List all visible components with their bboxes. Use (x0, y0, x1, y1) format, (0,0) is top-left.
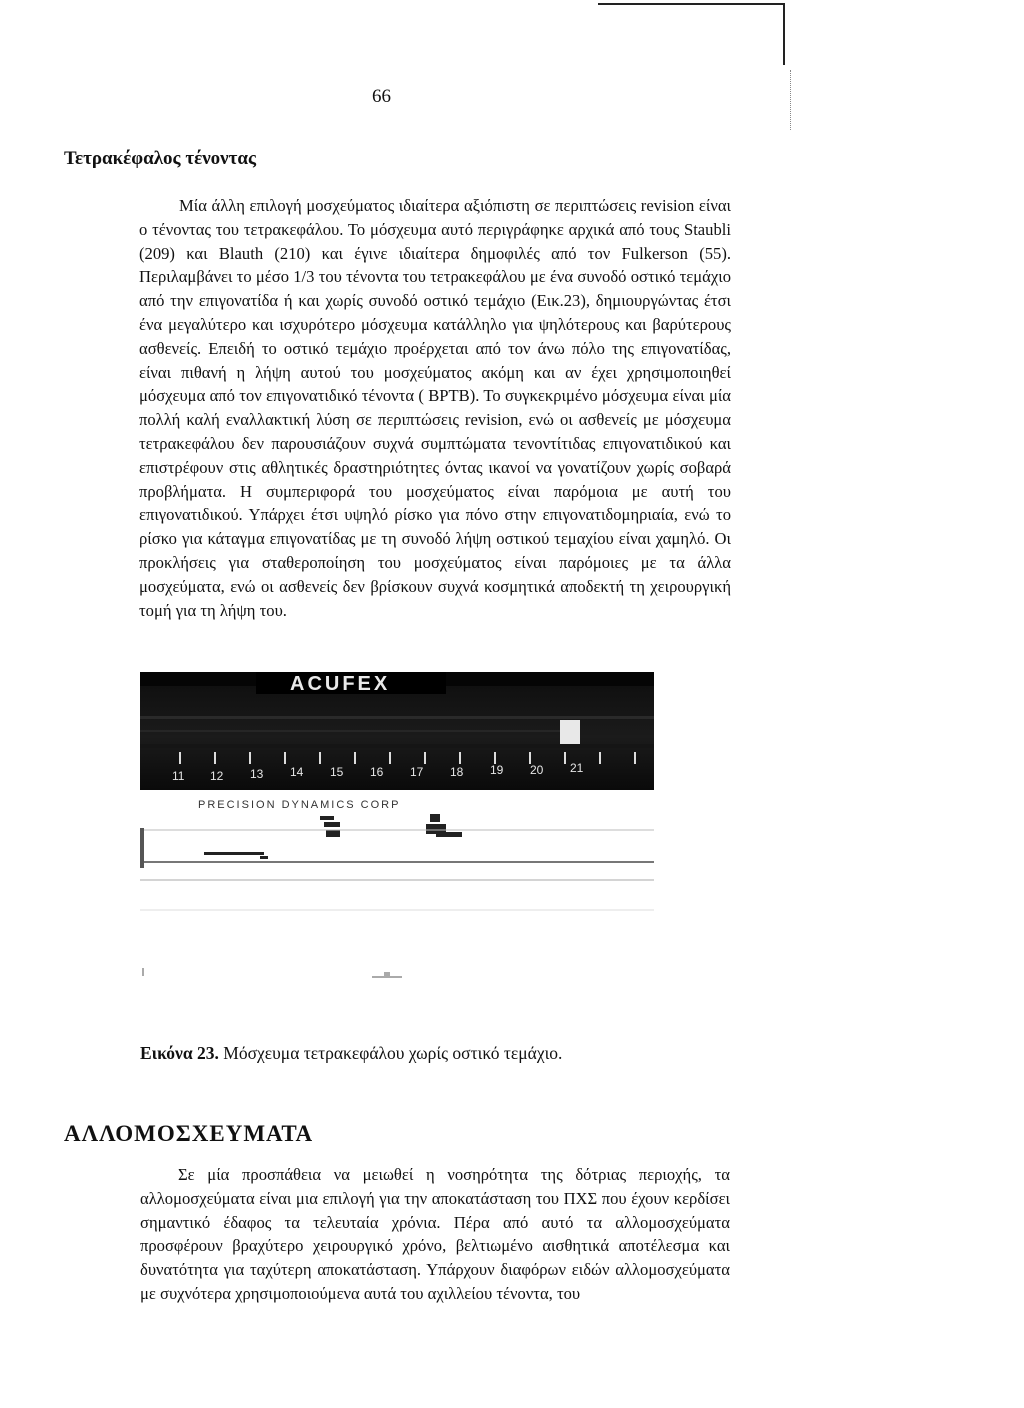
ruler-number: 18 (450, 765, 464, 779)
body-paragraph-text: Μία άλλη επιλογή μοσχεύματος ιδιαίτερα αξιόπιστη σε περιπτώσεις revision είναι ο τένοντας του τετρακεφάλου. Το μόσχευμα αυτό περιγράφηκε αρχικά από τους Staubli (209) και Blauth (210) και έγινε ιδιαίτερα δημοφιλές από τον Fulkerson (55). Περιλαμβάνει το μέσο 1/3 του τένοντα του τετρακεφάλου με ένα συνοδό οστικό τεμάχιο από την επιγονατίδα ή και χωρίς συνοδό οστικό τεμάχιο (Εικ.23), δημιουργώντας έτσι ένα μεγαλύτερο και ισχυρότερο μόσχευμα κατάλληλο για ψηλότερους και βαρύτερους ασθενείς. Επειδή το οστικό τεμάχιο προέρχεται από τον άνω πόλο της επιγονατίδας, είναι πιθανή η λήψη αυτού του μοσχεύματος ακόμη και αν έχει χρησιμοποιηθεί μόσχευμα από τον επιγονατιδικό τένοντα ( BPTB). Το συγκεκριμένο μόσχευμα είναι μία πολλή καλή εναλλακτική λύση σε περιπτώσεις revision, ενώ οι ασθενείς με μόσχευμα τετρακεφάλου δεν παρουσιάζουν συχνά συμπτώματα τενοντίτιδας επιγονατιδικού και επιστρέφουν στις αθλητικές δραστηριότητες όντας ικανοί να γονατίζουν χωρίς σοβαρά προβλήματα. Η συμπεριφορά του μοσχεύματος είναι παρόμοια με αυτή του επιγονατιδικού. Υπάρχει έτσι υψηλό ρίσκο για πόνο στην επιγονατιδομηριαία, ενώ το ρίσκο για κάταγμα επιγονατίδας με τη συνοδό λήψη οστικού τεμαχίου είναι χαμηλό. Οι προκλήσεις για σταθεροποίηση του μοσχεύματος είναι παρόμοιες με τα άλλα μοσχεύματα, ενώ οι ασθενείς δεν βρίσκουν συχνά κοσμητικά αποδεκτή τη χειρουργική τομή για τη λήψη του. (139, 196, 731, 620)
ruler-number: 19 (490, 763, 504, 777)
ruler-number: 14 (290, 765, 304, 779)
page-number: 66 (372, 86, 391, 107)
body-paragraph (139, 194, 731, 622)
caption-label: Εικόνα 23. (140, 1043, 219, 1063)
ruler-number: 12 (210, 769, 224, 783)
ruler-number: 16 (370, 765, 384, 779)
ruler-brand: ACUFEX (290, 673, 391, 695)
figure-caption (140, 1043, 562, 1064)
ruler-number: 21 (570, 761, 584, 775)
body-paragraph-2: Σε μία προσπάθεια να μειωθεί η νοσηρότητα της δότριας περιοχής, τα αλλομοσχεύματα είναι μια επιλογή για την αποκατάσταση του ΠΧΣ που έχουν κερδίσει σημαντικό έδαφος τα τελευταία χρόνια. Πέρα από αυτό τα αλλομοσχεύματα προσφέρουν βραχύτερο χειρουργικό χρόνο, βελτιωμένο αισθητικά αποτέλεσμα και δυνατότητα για ταχύτερη αποκατάσταση. Υπάρχουν διαφόρων ειδών αλλομοσχεύματα με συχνότερα χρησιμοποιούμενα αυτά του αχιλλείου τένοντα, του (140, 1165, 730, 1303)
section-heading: ΑΛΛΟΜΟΣΧΕΥΜΑΤΑ (64, 1121, 314, 1146)
ruler-number: 20 (530, 763, 544, 777)
section-title: Τετρακέφαλος τένοντας (64, 148, 257, 169)
scan-artifact (790, 70, 793, 130)
ruler-number: 11 (172, 769, 185, 783)
figure-photo (140, 672, 654, 1018)
ruler-number: 13 (250, 767, 264, 781)
ruler-maker: PRECISION DYNAMICS CORP (198, 799, 401, 811)
ruler-number: 17 (410, 765, 424, 779)
scan-border-right (783, 3, 785, 65)
ruler-number: 15 (330, 765, 344, 779)
scan-border-top (598, 3, 784, 5)
caption-text: Μόσχευμα τετρακεφάλου χωρίς οστικό τεμάχιο. (223, 1043, 563, 1063)
